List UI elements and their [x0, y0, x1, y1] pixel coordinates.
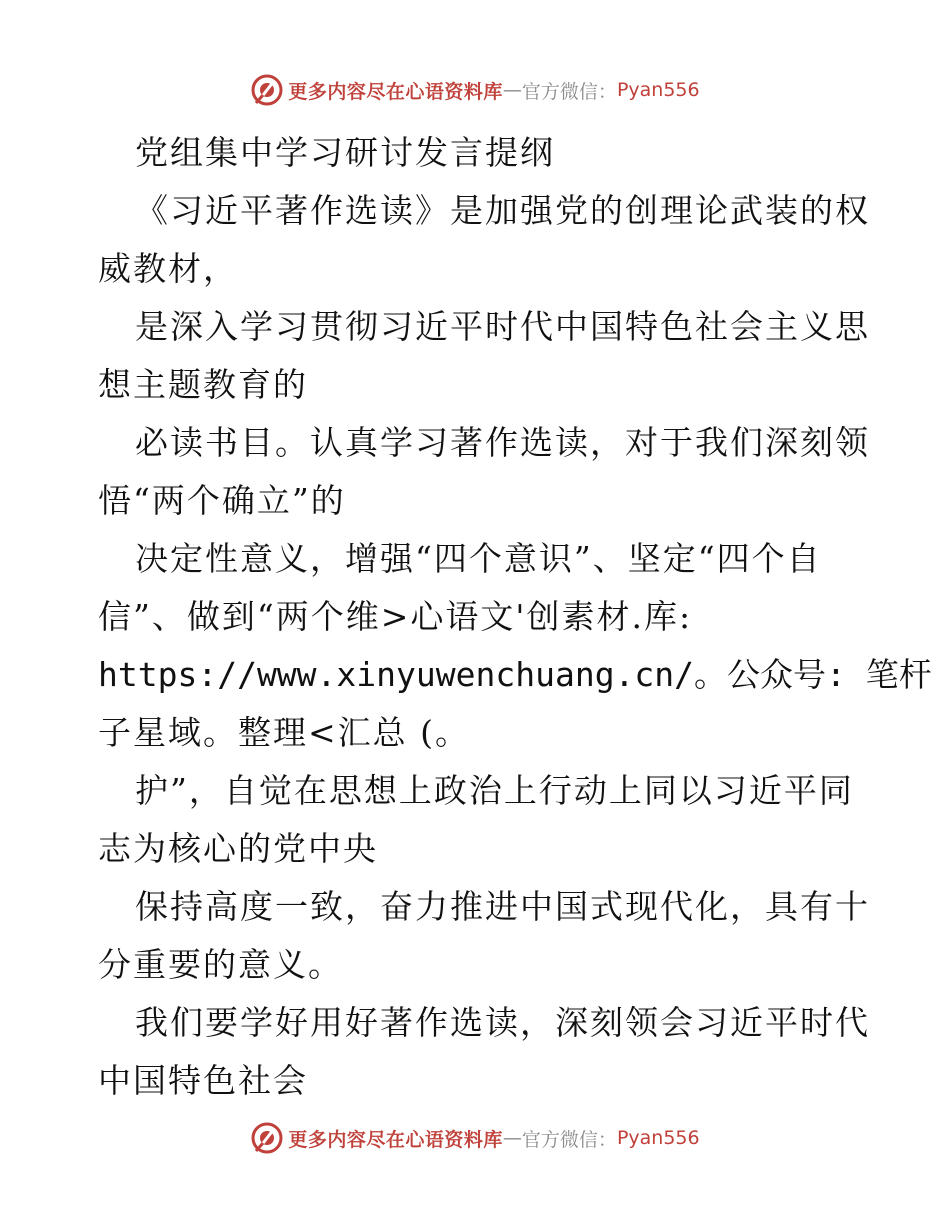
watermark-separator: —	[502, 79, 522, 101]
text-line: 信”、做到“两个维>心语文'创素材.库:	[98, 597, 693, 636]
text-line: 悟“两个确立”的	[98, 481, 346, 520]
text-line: 是深入学习贯彻习近平时代中国特色社会主义思	[135, 307, 870, 346]
watermark-brand: 更多内容尽在心语资料库	[288, 1128, 503, 1151]
logo-icon	[250, 73, 284, 107]
text-line: 护”，自觉在思想上政治上行动上同以习近平同	[135, 771, 854, 810]
document-body	[98, 124, 932, 1110]
text-line: 分重要的意义。	[98, 945, 343, 984]
logo-icon	[250, 1121, 284, 1155]
text-line-url: https://www.xinyuwenchuang.cn/。公众号: 笔杆	[98, 655, 932, 694]
document-title: 党组集中学习研讨发言提纲	[135, 133, 555, 172]
watermark-separator: —	[502, 1127, 522, 1149]
text-line: 志为核心的党中央	[98, 829, 378, 868]
watermark-wechat-id: Pyan556	[616, 79, 700, 101]
text-line: 决定性意义，增强“四个意识”、坚定“四个自	[135, 539, 822, 578]
watermark-wechat-id: Pyan556	[616, 1127, 700, 1149]
header-watermark	[0, 70, 950, 110]
watermark-brand: 更多内容尽在心语资料库	[288, 80, 503, 103]
text-line: 子星域。整理<汇总 (。	[98, 713, 471, 752]
text-line: 想主题教育的	[98, 365, 308, 404]
text-line: 《习近平著作选读》是加强党的创理论武装的权	[135, 191, 870, 230]
text-line: 我们要学好用好著作选读，深刻领会习近平时代	[135, 1003, 870, 1042]
watermark-official-label: 官方微信：	[521, 80, 617, 103]
text-line: 保持高度一致，奋力推进中国式现代化，具有十	[135, 887, 870, 926]
text-line: 威教材，	[98, 249, 238, 288]
text-line: 必读书目。认真学习著作选读，对于我们深刻领	[135, 423, 870, 462]
footer-watermark	[0, 1118, 950, 1158]
watermark-official-label: 官方微信：	[521, 1128, 617, 1151]
text-line: 中国特色社会	[98, 1061, 308, 1100]
